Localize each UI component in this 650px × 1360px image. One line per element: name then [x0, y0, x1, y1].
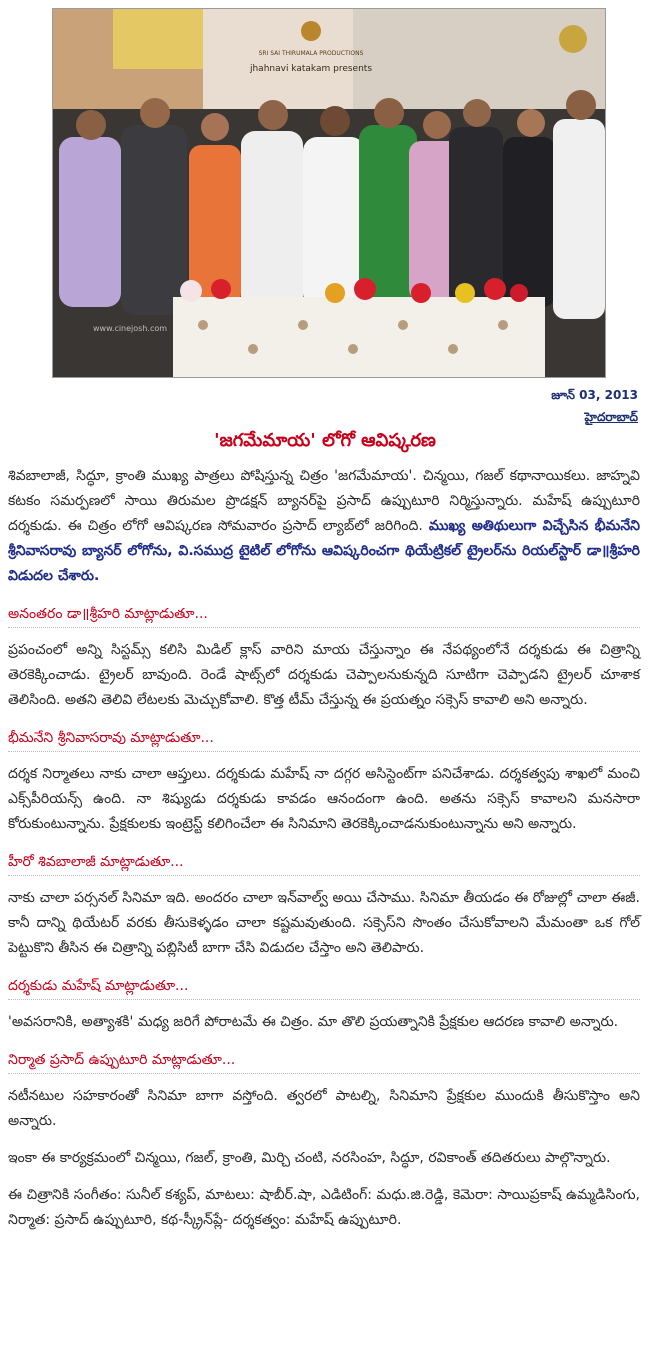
section-heading-director: దర్శకుడు మహేష్ మాట్లాడుతూ... [8, 973, 640, 1000]
intro-text: శివబాలాజీ, సిద్ధూ, క్రాంతి ముఖ్య పాత్రలు పోషిస్తున్న చిత్రం 'జగమేమాయ'. చిన్మయి, గజల్ కథానాయికలు. జాహ్నవి కటకం సమర్పణలో సాయి తిరుమల ప్రొడక్షన్ బ్యానర్‌పై ప్రసాద్ ఉప్పుటూరి నిర్మిస్తున్నారు. మహేష్ ఉప్పుటూరి దర్శకుడు. ఈ చిత్రం లోగో ఆవిష్కరణ సోమవారం ప్రసాద్ ల్యాబ్‌లో జరిగింది. [8, 468, 640, 534]
banner-company-text: SRI SAI THIRUMALA PRODUCTIONS [258, 50, 364, 57]
dateline [551, 384, 638, 428]
film-credits: ఈ చిత్రానికి సంగీతం: సునీల్ కశ్యప్, మాటలు: షాబీర్.షా, ఎడిటింగ్: మధు.జి.రెడ్డి, కెమెరా: సాయిప్రకాష్ ఉమ్మడిసింగు, నిర్మాత: ప్రసాద్ ఉప్పుటూరి, కథ-స్క్రీన్‌ప్లే- దర్శకత్వం: మహేష్ ఉప్పుటూరి. [8, 1187, 640, 1228]
intro-highlight: ముఖ్య అతిథులుగా విచ్చేసిన భీమనేని శ్రీనివాసరావు బ్యానర్ లోగోను, వి.సముద్ర టైటిల్ లోగోను ఆవిష్కరించగా థియేట్రికల్ ట్రైలర్‌ను రియల్‌స్టార్ డా॥శ్రీహరి విడుదల చేశారు. [8, 518, 640, 584]
banner-logo-icon [301, 21, 321, 41]
article-intro [8, 464, 640, 589]
section-text-sivabalaji: నాకు చాలా పర్సనల్ సినిమా ఇది. అందరం చాలా ఇన్‌వాల్వ్ అయి చేసాము. సినిమా తీయడం ఈ రోజుల్లో చాలా ఈజీ. కానీ దాన్ని థియేటర్ వరకు తీసుకెళ్ళడం చాలా కష్టమవుతుంది. సక్సెస్‌ని సొంతం చేసుకోవాలని మేమంతా ఒక గోల్ పెట్టుకొని తీసిన ఈ చిత్రాన్ని పబ్లిసిటీ బాగా చేసి విడుదల చేస్తాం అని తెలిపారు. [8, 890, 640, 956]
section-text-director: 'అవసరానికి, అత్యాశకి' మధ్య జరిగే పోరాటమే ఈ చిత్రం. మా తొలి ప్రయత్నానికి ప్రేక్షకుల ఆదరణ కావాలి అన్నారు. [8, 1014, 619, 1030]
section-heading-bheemaneni: భీమనేని శ్రీనివాసరావు మాట్లాడుతూ... [8, 725, 640, 752]
section-text-bheemaneni: దర్శక నిర్మాతలు నాకు చాలా ఆప్తులు. దర్శకుడు మహేష్ నా దగ్గర అసిస్టెంట్‌గా పనిచేశాడు. దర్శకత్వపు శాఖలో మంచి ఎక్స్‌పీరియన్స్ ఉంది. నా శిష్యుడు దర్శకుడు కావడం ఆనందంగా ఉంది. అతను సక్సెస్ కావాలని మనసారా కోరుకుంటున్నాను. ప్రేక్షకులకు ఇంట్రెస్ట్ కలిగించేలా ఈ సినిమాని తెరకెక్కించాడనుకుంటున్నాను అని అన్నారు. [8, 766, 640, 832]
article-location: హైదరాబాద్ [584, 410, 638, 424]
banner-seal-icon [559, 25, 587, 53]
section-heading-sivabalaji: హీరో శివబాలాజీ మాట్లాడుతూ... [8, 849, 640, 876]
table-cloth [173, 297, 545, 377]
banner-presents-text: jhahnavi katakam presents [249, 64, 373, 74]
article-body [8, 464, 640, 1245]
article-headline: 'జగమేమాయ' లోగో ఆవిష్కరణ [214, 430, 436, 451]
section-text-producer: నటీనటుల సహకారంతో సినిమా బాగా వస్తోంది. త్వరలో పాటల్ని, సినిమాని ప్రేక్షకుల ముందుకి తీసుకొస్తాం అని అన్నారు. [8, 1088, 640, 1129]
closing-guests: ఇంకా ఈ కార్యక్రమంలో చిన్మయి, గజల్, క్రాంతి, మిర్చి చంటి, నరసింహ, సిద్ధూ, రవికాంత్ తదితరులు పాల్గొన్నారు. [8, 1150, 611, 1166]
section-heading-srihari: అనంతరం డా॥శ్రీహరి మాట్లాడుతూ... [8, 601, 640, 628]
photo-watermark: www.cinejosh.com [93, 324, 168, 333]
event-photo [52, 8, 606, 378]
event-photo-illustration [53, 9, 605, 377]
section-text-srihari: ప్రపంచంలో అన్ని సిస్టమ్స్ కలిసి మిడిల్ క్లాస్ వారిని మాయ చేస్తున్నాం ఈ నేపథ్యంలోనే దర్శకుడు ఈ చిత్రాన్ని తెరకెక్కించాడు. ట్రైలర్ బావుంది. రెండే షాట్స్‌లో దర్శకుడు చెప్పాలనుకున్నది సూటిగా చెప్పాడని ట్రైలర్ చూశాక తెలిసింది. అతని తెలివి లేటలకు మెచ్చుకోవాలి. కొత్త టీమ్ చేస్తున్న ఈ ప్రయత్నం సక్సెస్ కావాలి అని అన్నారు. [8, 642, 640, 708]
section-heading-producer: నిర్మాత ప్రసాద్ ఉప్పుటూరి మాట్లాడుతూ... [8, 1047, 640, 1074]
article-date: జూన్ 03, 2013 [551, 388, 638, 402]
